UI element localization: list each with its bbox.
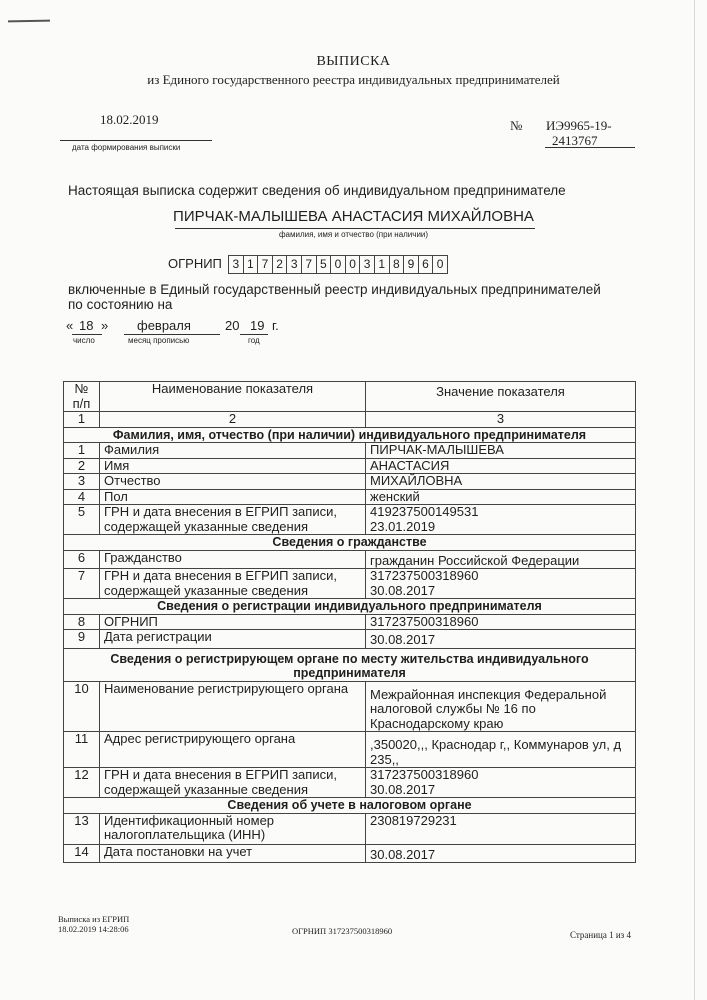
table-row bbox=[64, 844, 636, 863]
state-date-month: февраля bbox=[137, 318, 191, 333]
day-caption: число bbox=[73, 336, 95, 345]
header-value: Значение показателя bbox=[366, 382, 636, 412]
section-fio: Фамилия, имя, отчество (при наличии) индивидуального предпринимателя bbox=[64, 427, 636, 443]
ogrnip-digit: 0 bbox=[330, 255, 346, 274]
section-citizenship: Сведения о гражданстве bbox=[64, 535, 636, 551]
row-number: 8 bbox=[64, 614, 100, 630]
table-row bbox=[64, 768, 636, 798]
row-number: 7 bbox=[64, 569, 100, 599]
footer-left bbox=[58, 914, 129, 934]
month-underline bbox=[124, 334, 220, 335]
row-name: Адрес регистрирующего органа bbox=[100, 732, 366, 768]
section-row bbox=[64, 798, 636, 814]
ogrnip-digit: 3 bbox=[359, 255, 375, 274]
table-row bbox=[64, 489, 636, 505]
section-tax-registration: Сведения об учете в налоговом органе bbox=[64, 798, 636, 814]
row-number: 3 bbox=[64, 474, 100, 490]
number-sign: № bbox=[510, 118, 523, 133]
scan-mark bbox=[8, 20, 50, 23]
row-number: 2 bbox=[64, 458, 100, 474]
row-name: Отчество bbox=[100, 474, 366, 490]
row-name: Имя bbox=[100, 458, 366, 474]
table-row bbox=[64, 474, 636, 490]
table-row bbox=[64, 458, 636, 474]
state-date-g: г. bbox=[272, 318, 279, 333]
row-value-date: 23.01.2019 bbox=[370, 518, 436, 534]
row-value: ,350020,,, Краснодар г,, Коммунаров ул, д 235,, bbox=[366, 732, 636, 768]
table-row bbox=[64, 569, 636, 599]
row-number: 5 bbox=[64, 505, 100, 535]
extract-number-line-2: 2413767 bbox=[552, 133, 598, 148]
formation-date-caption: дата формирования выписки bbox=[72, 143, 181, 152]
row-value-date: 30.08.2017 bbox=[370, 582, 436, 598]
footer-extract-label: Выписка из ЕГРИП bbox=[58, 914, 130, 924]
row-number: 13 bbox=[64, 813, 100, 844]
row-number: 9 bbox=[64, 630, 100, 649]
row-value: 30.08.2017 bbox=[366, 844, 636, 863]
day-underline bbox=[72, 334, 102, 335]
row-value: женский bbox=[366, 489, 636, 505]
row-value: Межрайонная инспекция Федеральной налоговой службы № 16 по Краснодарскому краю bbox=[366, 681, 636, 732]
table-row bbox=[64, 732, 636, 768]
row-name: Фамилия bbox=[100, 443, 366, 459]
ogrnip-digit: 1 bbox=[243, 255, 259, 274]
row-number: 1 bbox=[64, 443, 100, 459]
row-name: Гражданство bbox=[100, 550, 366, 569]
row-value-date: 30.08.2017 bbox=[370, 781, 436, 797]
year-caption: год bbox=[248, 336, 260, 345]
table-row bbox=[64, 813, 636, 844]
row-name: Наименование регистрирующего органа bbox=[100, 681, 366, 732]
header-name: Наименование показателя bbox=[100, 382, 366, 412]
row-number: 11 bbox=[64, 732, 100, 768]
section-registering-authority-line-1: Сведения о регистрирующем органе по месту жительства индивидуального bbox=[110, 651, 589, 666]
col-number: 1 bbox=[64, 412, 100, 428]
ogrnip-digit: 6 bbox=[418, 255, 434, 274]
row-value: ПИРЧАК-МАЛЫШЕВА bbox=[366, 443, 636, 459]
extract-number-line-1: ИЭ9965-19- bbox=[546, 118, 612, 133]
table-row bbox=[64, 630, 636, 649]
state-date-day: 18 bbox=[79, 318, 94, 333]
ogrnip-digit: 7 bbox=[301, 255, 317, 274]
row-number: 14 bbox=[64, 844, 100, 863]
ogrnip-digit: 3 bbox=[286, 255, 302, 274]
row-name: ОГРНИП bbox=[100, 614, 366, 630]
section-registering-authority-line-2: предпринимателя bbox=[293, 666, 406, 680]
state-date-year: 19 bbox=[250, 318, 265, 333]
row-number: 12 bbox=[64, 768, 100, 798]
ogrnip-digit: 9 bbox=[403, 255, 419, 274]
table-row bbox=[64, 550, 636, 569]
date-underline bbox=[60, 140, 212, 141]
month-caption: месяц прописью bbox=[128, 336, 190, 345]
ogrnip-digit: 2 bbox=[272, 255, 288, 274]
row-value: 30.08.2017 bbox=[366, 630, 636, 649]
footer-timestamp: 18.02.2019 14:28:06 bbox=[58, 924, 129, 934]
intro-text: Настоящая выписка содержит сведения об индивидуальном предпринимателе bbox=[68, 183, 566, 198]
row-value: АНАСТАСИЯ bbox=[366, 458, 636, 474]
row-value: 317237500318960 bbox=[366, 614, 636, 630]
row-value-grn: 317237500318960 bbox=[370, 767, 479, 782]
formation-date: 18.02.2019 bbox=[100, 112, 159, 127]
row-number: 4 bbox=[64, 489, 100, 505]
row-number: 10 bbox=[64, 681, 100, 732]
fio-caption: фамилия, имя и отчество (при наличии) bbox=[278, 230, 429, 239]
header-num: № п/п bbox=[64, 382, 100, 412]
state-date-century: 20 bbox=[225, 318, 240, 333]
section-row bbox=[64, 427, 636, 443]
entrepreneur-fio: ПИРЧАК-МАЛЫШЕВА АНАСТАСИЯ МИХАЙЛОВНА bbox=[173, 208, 534, 225]
section-registering-authority bbox=[64, 648, 636, 681]
row-value: 230819729231 bbox=[366, 813, 636, 844]
col-number: 3 bbox=[366, 412, 636, 428]
fio-underline bbox=[175, 228, 535, 229]
row-value bbox=[366, 505, 636, 535]
row-value bbox=[366, 569, 636, 599]
table-row bbox=[64, 614, 636, 630]
ogrnip-digit-boxes bbox=[228, 255, 447, 274]
number-underline bbox=[545, 147, 635, 148]
row-value-grn: 317237500318960 bbox=[370, 568, 479, 583]
ogrnip-digit: 8 bbox=[389, 255, 405, 274]
row-name: Идентификационный номер налогоплательщика (ИНН) bbox=[100, 813, 366, 844]
table-numbering-row bbox=[64, 412, 636, 428]
row-name: ГРН и дата внесения в ЕГРИП записи, содержащей указанные сведения bbox=[100, 768, 366, 798]
table-row bbox=[64, 443, 636, 459]
ogrnip-digit: 5 bbox=[316, 255, 332, 274]
section-registration: Сведения о регистрации индивидуального предпринимателя bbox=[64, 599, 636, 615]
ogrnip-label: ОГРНИП bbox=[168, 256, 222, 271]
extract-number bbox=[546, 118, 626, 148]
table-header-row bbox=[64, 382, 636, 412]
document-subtitle: из Единого государственного реестра индивидуальных предпринимателей bbox=[147, 72, 560, 87]
row-value: гражданин Российской Федерации bbox=[366, 550, 636, 569]
date-open-quote: « bbox=[66, 318, 74, 333]
row-name: Пол bbox=[100, 489, 366, 505]
page-edge bbox=[694, 0, 695, 1000]
table-row bbox=[64, 681, 636, 732]
row-number: 6 bbox=[64, 550, 100, 569]
row-value: МИХАЙЛОВНА bbox=[366, 474, 636, 490]
ogrnip-digit: 0 bbox=[432, 255, 448, 274]
date-close-quote: » bbox=[101, 318, 109, 333]
row-value-grn: 419237500149531 bbox=[370, 504, 479, 519]
row-name: Дата постановки на учет bbox=[100, 844, 366, 863]
footer-ogrnip: ОГРНИП 317237500318960 bbox=[292, 926, 393, 936]
ogrnip-digit: 7 bbox=[257, 255, 273, 274]
col-number: 2 bbox=[100, 412, 366, 428]
row-name: ГРН и дата внесения в ЕГРИП записи, содержащей указанные сведения bbox=[100, 569, 366, 599]
ogrnip-digit: 0 bbox=[345, 255, 361, 274]
ogrnip-digit: 3 bbox=[228, 255, 244, 274]
ogrnip-digit: 1 bbox=[374, 255, 390, 274]
section-row bbox=[64, 648, 636, 681]
register-table bbox=[63, 381, 636, 863]
included-text: включенные в Единый государственный реестр индивидуальных предпринимателей по состоянию на bbox=[68, 282, 601, 312]
document-title: ВЫПИСКА bbox=[316, 54, 391, 69]
row-name: ГРН и дата внесения в ЕГРИП записи, содержащей указанные сведения bbox=[100, 505, 366, 535]
row-name: Дата регистрации bbox=[100, 630, 366, 649]
year-underline bbox=[240, 334, 268, 335]
footer-page-number: Страница 1 из 4 bbox=[570, 930, 631, 940]
table-row bbox=[64, 505, 636, 535]
section-row bbox=[64, 535, 636, 551]
section-row bbox=[64, 599, 636, 615]
row-value bbox=[366, 768, 636, 798]
